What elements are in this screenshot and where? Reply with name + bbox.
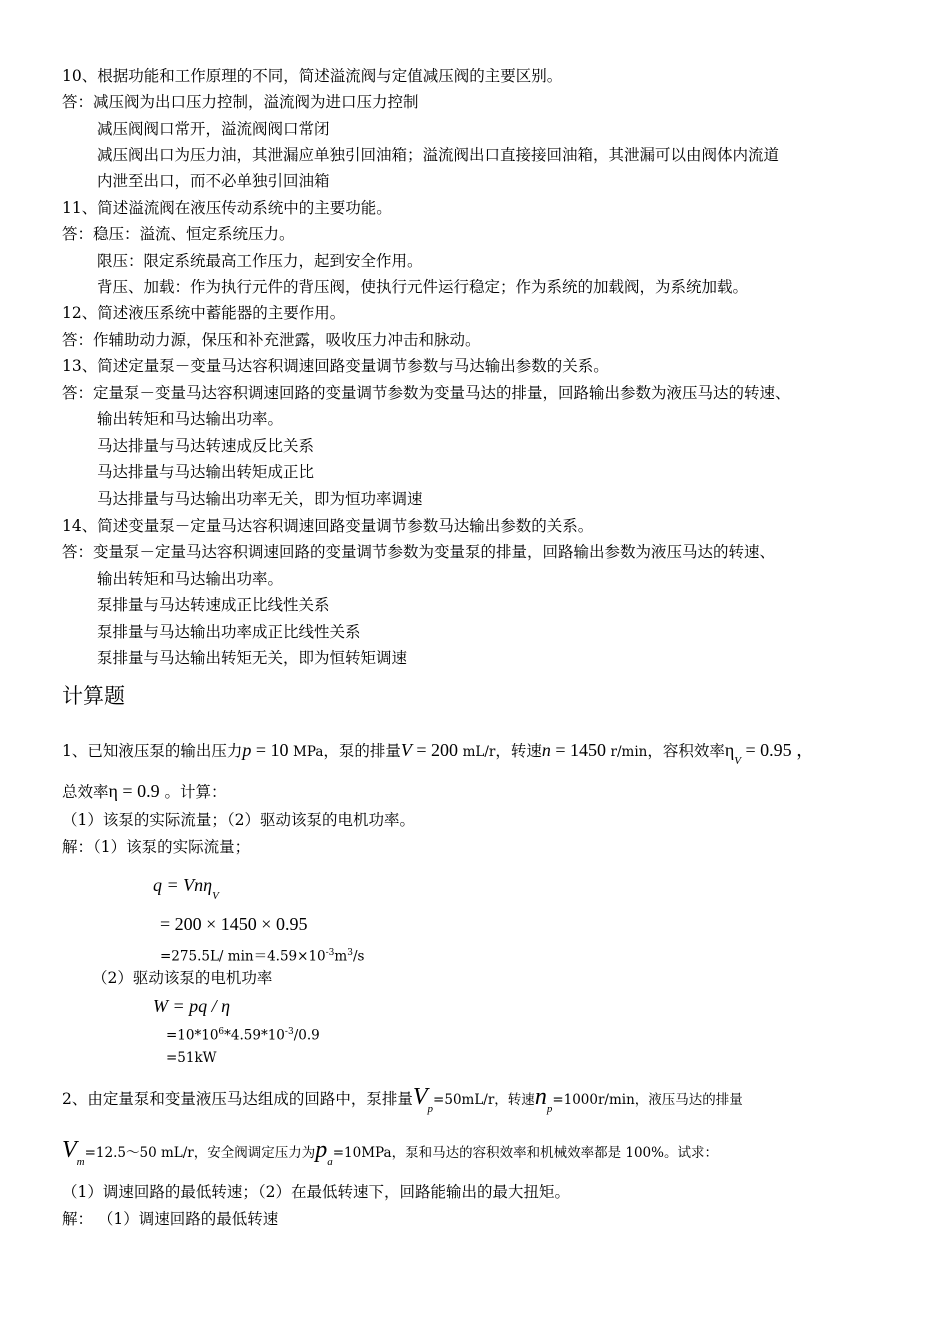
vp-subscript: p bbox=[427, 1103, 434, 1115]
formula-q-step-2 bbox=[160, 914, 307, 935]
answer-13-line-2: 输出转矩和马达输出功率。 bbox=[97, 410, 284, 428]
formula-w bbox=[153, 996, 230, 1017]
formula-w-text-b: *4.59*10 bbox=[224, 1027, 285, 1044]
value-eta-v: = 0.95 ， bbox=[741, 740, 815, 760]
question-10: 10、根据功能和工作原理的不同，简述溢流阀与定值减压阀的主要区别。 bbox=[62, 67, 563, 85]
value-eta-total: η = 0.9 bbox=[108, 781, 160, 801]
answer-10-line-4: 内泄至出口，而不必单独引回油箱 bbox=[97, 172, 330, 190]
unit-ml-per-r: mL/r bbox=[462, 744, 496, 760]
problem-1-intro: 1、已知液压泵的输出压力 bbox=[62, 742, 243, 760]
value-p: = 10 bbox=[251, 740, 294, 760]
problem-1-line-1 bbox=[62, 740, 815, 767]
answer-14-line-2: 输出转矩和马达输出功率。 bbox=[97, 570, 284, 588]
formula-q-expr: q = Vnη bbox=[153, 875, 213, 895]
problem-1-solution-1: 解：（1）该泵的实际流量； bbox=[62, 838, 251, 856]
pa-subscript: a bbox=[327, 1156, 333, 1168]
symbol-eta: η bbox=[724, 740, 735, 760]
answer-10-line-2: 减压阀阀口常开，溢流阀阀口常闭 bbox=[97, 120, 330, 138]
formula-q bbox=[153, 875, 219, 902]
eta-subscript: V bbox=[734, 755, 742, 767]
answer-11-line-1: 答：稳压：溢流、恒定系统压力。 bbox=[62, 225, 295, 243]
answer-10-line-3: 减压阀出口为压力油，其泄漏应单独引回油箱；溢流阀出口直接接回油箱，其泄漏可以由阀体内流道 bbox=[97, 146, 780, 164]
formula-w-step-2 bbox=[166, 1022, 320, 1046]
answer-13-line-4: 马达排量与马达输出转矩成正比 bbox=[97, 463, 315, 481]
exp-neg3-b: -3 bbox=[284, 1027, 294, 1037]
symbol-v: V bbox=[400, 740, 412, 760]
formula-q-result-text: =275.5L/ min＝4.59×10 bbox=[160, 948, 326, 965]
unit-r-per-min: r/min bbox=[610, 744, 648, 760]
formula-q-subscript: V bbox=[212, 890, 219, 902]
symbol-vp: V bbox=[412, 1084, 428, 1110]
formula-w-expr: W = pq / η bbox=[153, 996, 231, 1016]
question-12: 12、简述液压系统中蓄能器的主要作用。 bbox=[62, 304, 346, 322]
question-13: 13、简述定量泵－变量马达容积调速回路变量调节参数与马达输出参数的关系。 bbox=[62, 357, 609, 375]
answer-13-line-3: 马达排量与马达转速成反比关系 bbox=[97, 437, 315, 455]
answer-14-line-4: 泵排量与马达输出功率成正比线性关系 bbox=[97, 623, 361, 641]
symbol-np: n bbox=[534, 1084, 547, 1110]
question-11: 11、简述溢流阀在液压传动系统中的主要功能。 bbox=[62, 199, 392, 217]
unit-mpa: MPa bbox=[293, 744, 324, 760]
symbol-pa: p bbox=[315, 1137, 328, 1163]
text-displacement: ，泵的排量 bbox=[323, 742, 401, 760]
exp-neg3: -3 bbox=[325, 948, 335, 958]
answer-13-line-5: 马达排量与马达输出功率无关，即为恒功率调速 bbox=[97, 490, 423, 508]
formula-w-text-a: =10*10 bbox=[166, 1027, 219, 1044]
exp-6: 6 bbox=[218, 1027, 225, 1037]
problem-2-solution: 解： （1）调速回路的最低转速 bbox=[62, 1210, 279, 1228]
text-vm-range: =12.5～50 mL/r，安全阀调定压力为 bbox=[84, 1145, 316, 1161]
text-calc: 。计算： bbox=[159, 783, 227, 801]
problem-2-intro: 2、由定量泵和变量液压马达组成的回路中，泵排量 bbox=[62, 1090, 413, 1108]
text-np-value: =1000r/min，液压马达的排量 bbox=[552, 1092, 743, 1108]
problem-1-solution-2: （2）驱动该泵的电机功率 bbox=[92, 969, 273, 987]
symbol-p: p bbox=[242, 740, 252, 760]
problem-2-line-1 bbox=[62, 1084, 743, 1115]
text-pa-value: =10MPa，泵和马达的容积效率和机械效率都是 100%。试求： bbox=[332, 1145, 718, 1161]
problem-1-ask: （1）该泵的实际流量；（2）驱动该泵的电机功率。 bbox=[62, 811, 415, 829]
formula-w-text-c: /0.9 bbox=[293, 1027, 320, 1044]
answer-14-line-5: 泵排量与马达输出转矩无关，即为恒转矩调速 bbox=[97, 649, 408, 667]
answer-11-line-3: 背压、加载：作为执行元件的背压阀，使执行元件运行稳定；作为系统的加载阀，为系统加载。 bbox=[97, 278, 749, 296]
symbol-vm: V bbox=[62, 1137, 77, 1163]
text-vol-eff: ，容积效率 bbox=[647, 742, 725, 760]
text-total-eff: 总效率 bbox=[62, 783, 109, 801]
answer-14-line-3: 泵排量与马达转速成正比线性关系 bbox=[97, 596, 330, 614]
exp-3: 3 bbox=[347, 948, 353, 958]
problem-2-line-2 bbox=[62, 1137, 718, 1168]
value-v: = 200 bbox=[411, 740, 463, 760]
unit-m: m bbox=[334, 948, 348, 965]
value-n: = 1450 bbox=[550, 740, 611, 760]
question-14: 14、简述变量泵－定量马达容积调速回路变量调节参数马达输出参数的关系。 bbox=[62, 517, 594, 535]
text-vp-value: =50mL/r，转速 bbox=[433, 1092, 535, 1108]
answer-12-line-1: 答：作辅助动力源，保压和补充泄露，吸收压力冲击和脉动。 bbox=[62, 331, 481, 349]
text-speed: ，转速 bbox=[495, 742, 542, 760]
symbol-n: n bbox=[541, 740, 551, 760]
formula-q-product: = 200 × 1450 × 0.95 bbox=[160, 914, 308, 934]
section-heading-calculation: 计算题 bbox=[62, 684, 125, 708]
np-subscript: p bbox=[546, 1103, 553, 1115]
problem-1-line-2 bbox=[62, 781, 227, 802]
answer-14-line-1: 答：变量泵－定量马达容积调速回路的变量调节参数为变量泵的排量，回路输出参数为液压马达的转速、 bbox=[62, 543, 776, 561]
answer-10-line-1: 答：减压阀为出口压力控制，溢流阀为进口压力控制 bbox=[62, 93, 419, 111]
formula-w-result: =51kW bbox=[166, 1050, 217, 1066]
answer-13-line-1: 答：定量泵－变量马达容积调速回路的变量调节参数为变量马达的排量，回路输出参数为液压马达的转速、 bbox=[62, 384, 791, 402]
answer-11-line-2: 限压：限定系统最高工作压力，起到安全作用。 bbox=[97, 252, 423, 270]
problem-2-ask: （1）调速回路的最低转速；（2）在最低转速下，回路能输出的最大扭矩。 bbox=[62, 1183, 570, 1201]
formula-q-result bbox=[160, 943, 364, 967]
unit-per-s: /s bbox=[352, 948, 365, 965]
vm-subscript: m bbox=[76, 1156, 85, 1168]
